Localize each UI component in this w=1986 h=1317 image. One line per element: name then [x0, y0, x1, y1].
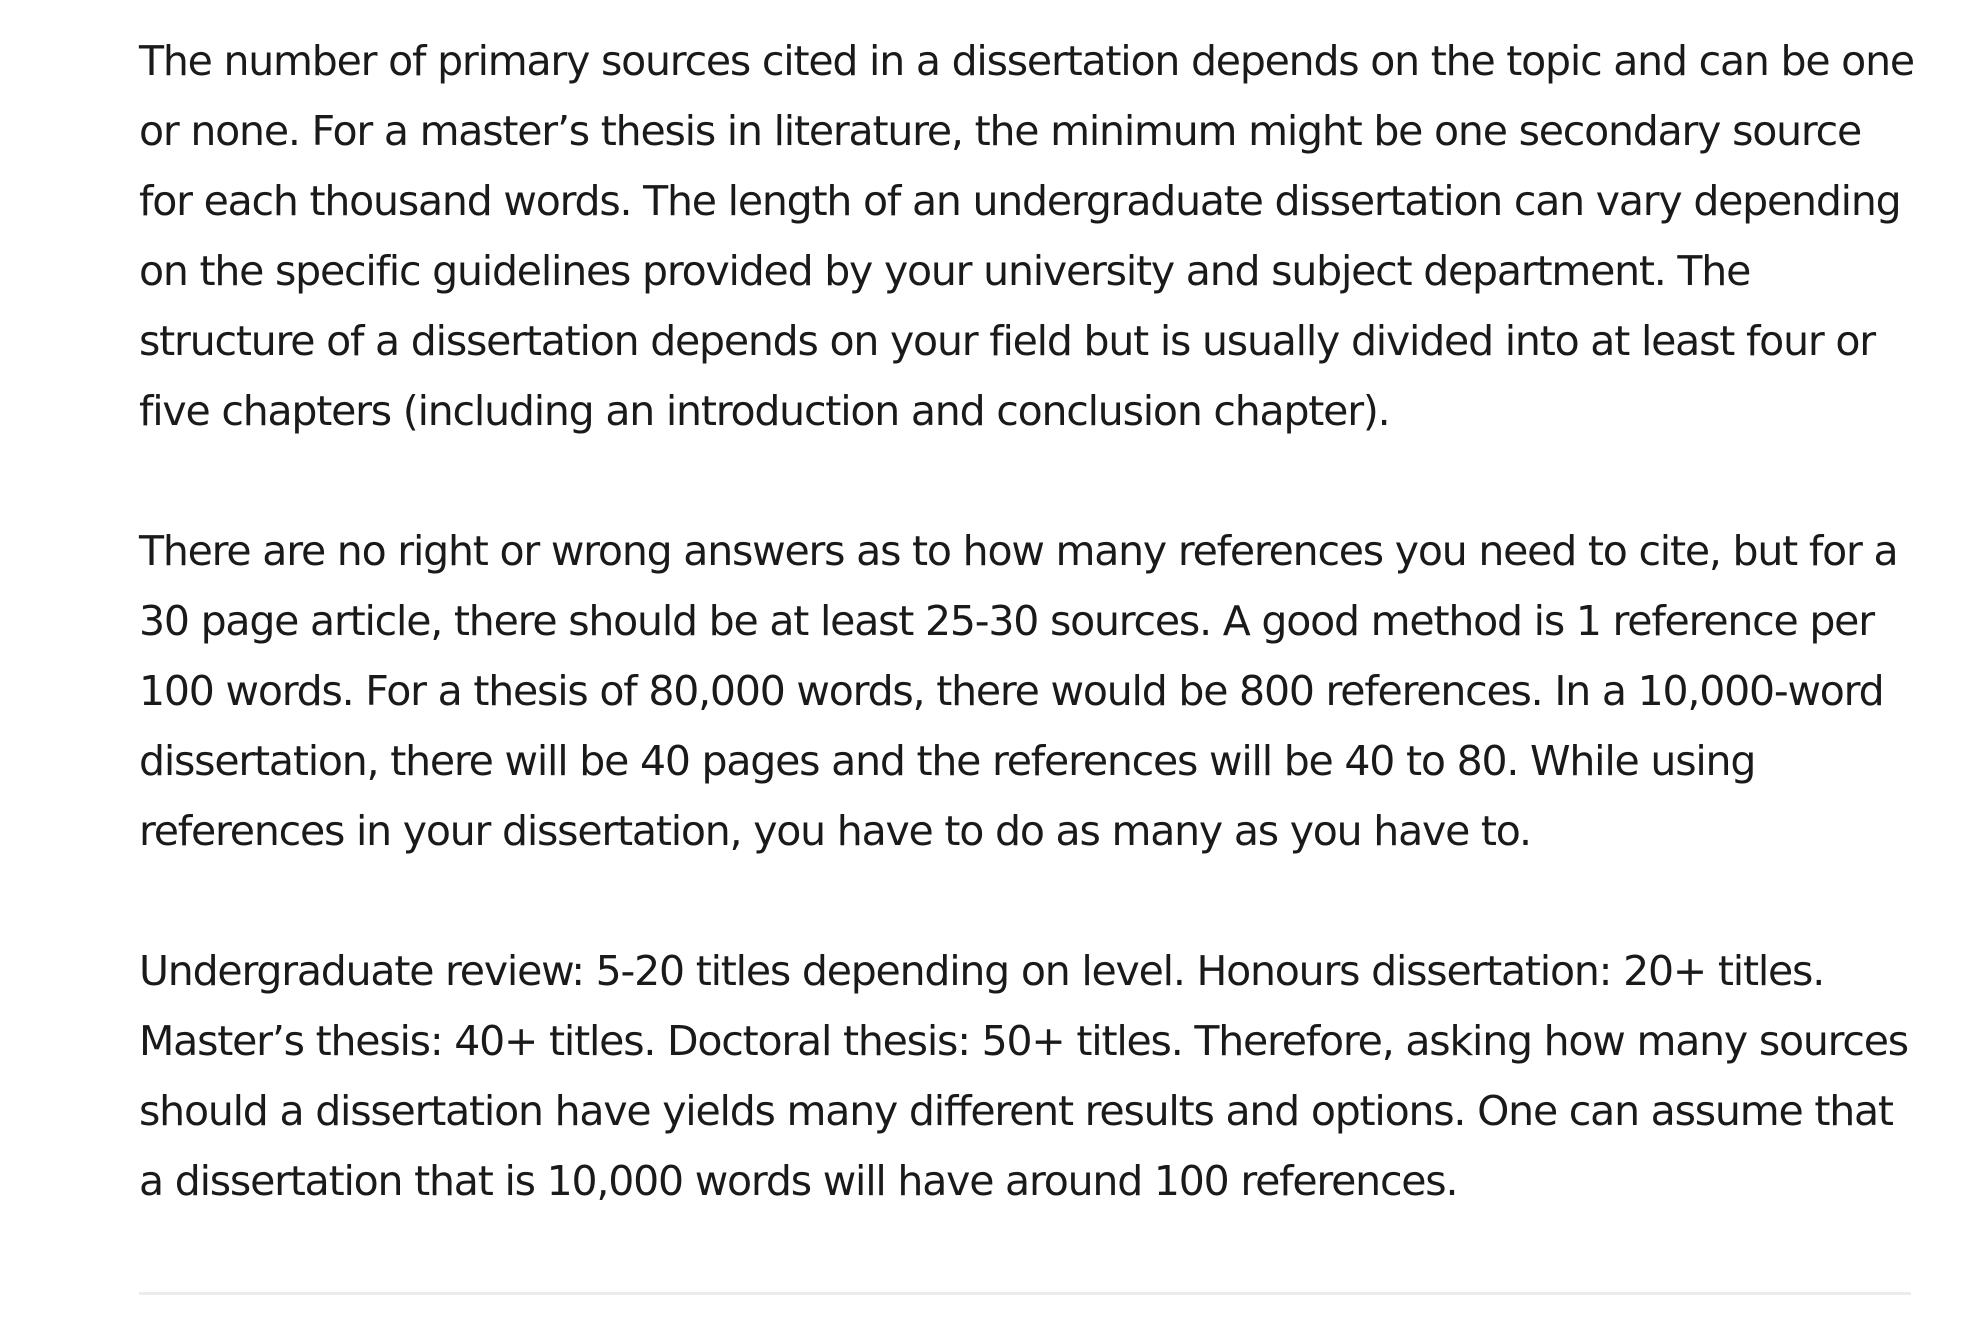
paragraph-titles-by-level: Undergraduate review: 5-20 titles depending on level. Honours dissertation: 20+ titles. Master’s thesis: 40+ titles. Doctoral thesis: 50+ titles. Therefore, asking how many sources should a dissertation have yields many different results and options. One can assume that a dissertation that is 10,000 words will have around 100 references. — [139, 947, 1908, 1205]
article-body — [139, 26, 1919, 1286]
paragraph-reference-count: There are no right or wrong answers as to how many references you need to cite, but for a 30 page article, there should be at least 25-30 sources. A good method is 1 reference per 100 words. For a thesis of 80,000 words, there would be 800 references. In a 10,000-word dissertation, there will be 40 pages and the references will be 40 to 80. While using references in your dissertation, you have to do as many as you have to. — [139, 527, 1898, 855]
paragraph-primary-sources: The number of primary sources cited in a dissertation depends on the topic and can be one or none. For a master’s thesis in literature, the minimum might be one secondary source for each thousand words. The length of an undergraduate dissertation can vary depending on the specific guidelines provided by your university and subject department. The structure of a dissertation depends on your field but is usually divided into at least four or five chapters (including an introduction and conclusion chapter). — [139, 37, 1914, 435]
section-divider — [139, 1292, 1911, 1295]
